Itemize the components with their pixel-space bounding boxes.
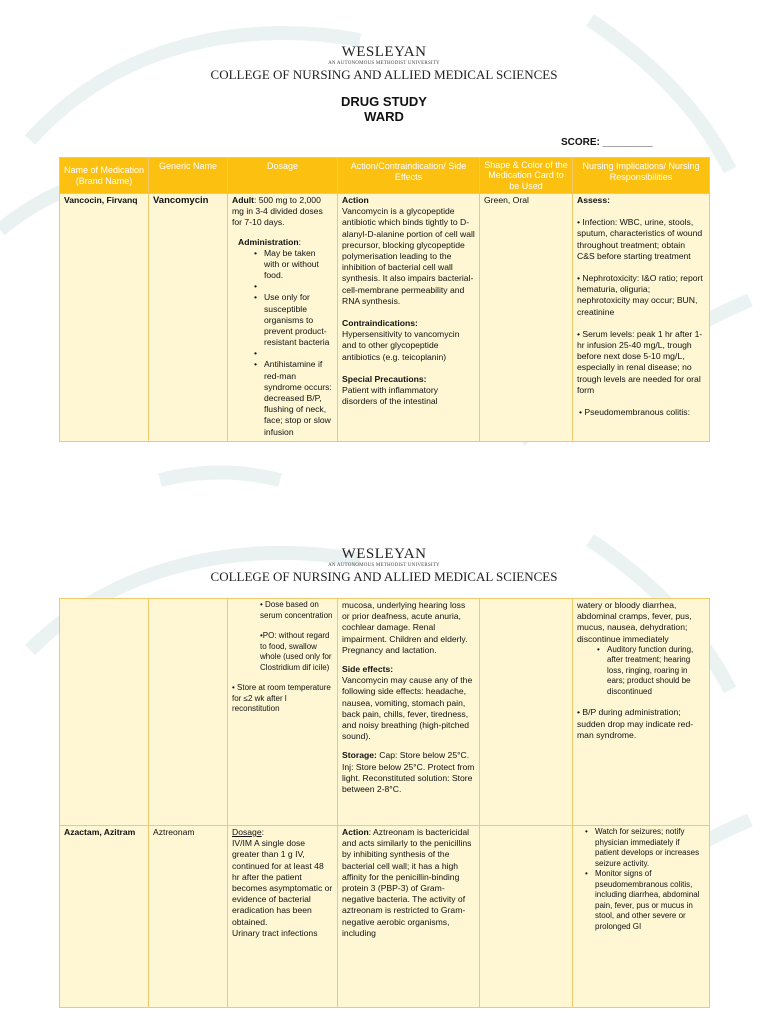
nursing-text: watery or bloody diarrhea, abdominal cramps, fever, pus, mucus, nausea, dehydration; discontinue immediately <box>577 600 692 644</box>
dosage-cell <box>228 599 338 826</box>
col-header-action: Action/Contraindication/ Side Effects <box>338 158 480 194</box>
nursing-cell <box>573 599 710 826</box>
nursing-item: • B/P during administration; sudden drop may indicate red-man syndrome. <box>577 707 694 740</box>
storage-label: Storage: <box>342 750 377 761</box>
nursing-cell <box>573 194 710 442</box>
nursing-item: • Infection: WBC, urine, stools, sputum, characteristics of wound throughout treatment; obtain C&S before starting treatment <box>577 217 703 261</box>
school-name: WESLEYAN <box>341 44 427 60</box>
nursing-list <box>577 827 705 932</box>
nursing-item: • Nephrotoxicity: I&O ratio; report hematuria, oliguria; nephrotoxicity may occur; BUN, creatinine <box>577 273 703 317</box>
brand-name-cell <box>60 599 149 826</box>
precautions-text: Patient with inflammatory disorders of the intestinal <box>342 385 438 407</box>
contraindications-text: Hypersensitivity to vancomycin and to other glycopeptide antibiotics (e.g. teicoplanin) <box>342 329 460 362</box>
dosage-label: Dosage <box>232 827 262 837</box>
dosage-adult-text: : 500 mg to 2,000 mg in 3-4 divided doses for 7-10 days. <box>232 195 323 228</box>
side-effects-text: Vancomycin may cause any of the following side effects: headache, nausea, vomiting, stomach pain, back pain, chills, fever, tiredness, and noisy breathing (high-pitched sound). <box>342 675 473 742</box>
col-header-nursing: Nursing Implications/ Nursing Responsibilities <box>573 158 710 194</box>
shape-color-cell: Green, Oral <box>480 194 573 442</box>
college-name: COLLEGE OF NURSING AND ALLIED MEDICAL SCIENCES <box>210 569 558 584</box>
col-header-shape: Shape & Color of the Medication Card to be Used <box>480 158 573 194</box>
school-subtitle: AN AUTONOMOUS METHODIST UNIVERSITY <box>328 563 440 568</box>
page-header <box>0 44 768 83</box>
action-label: Action <box>342 195 369 205</box>
list-item: • Monitor signs of pseudomembranous colitis, including diarrhea, abdominal pain, fever, pus or mucus in stool, and other severe or prolonged GI <box>595 869 705 932</box>
drug-study-table <box>59 157 710 442</box>
college-name: COLLEGE OF NURSING AND ALLIED MEDICAL SCIENCES <box>210 67 558 82</box>
list-item: • Use only for susceptible organisms to prevent product-resistant bacteria <box>264 292 333 348</box>
page-header <box>0 546 768 585</box>
action-cell <box>338 826 480 1008</box>
title-line-2: WARD <box>364 109 404 124</box>
action-text: mucosa, underlying hearing loss or prior deafness, acute anuria, cochlear damage. Renal impairment. Children and elderly. Pregnancy and lactation. <box>342 600 468 655</box>
col-header-generic: Generic Name <box>149 158 228 194</box>
dosage-text: IV/IM A single dose greater than 1 g IV, continued for at least 48 hr after the patient becomes asymptomatic or evidence of bacterial eradication has been obtained. <box>232 838 333 927</box>
side-effects-label: Side effects: <box>342 664 394 675</box>
document-title <box>0 94 768 124</box>
dosage-adult-label: Adult <box>232 195 254 205</box>
table-row <box>60 826 710 1008</box>
list-item: • Antihistamine if red-man syndrome occurs: decreased B/P, flushing of neck, face; stop or slow infusion <box>264 359 333 437</box>
generic-name-cell <box>149 599 228 826</box>
action-cell <box>338 599 480 826</box>
table-row <box>60 194 710 442</box>
nursing-sub-list <box>577 645 705 698</box>
score-field: SCORE: _________ <box>561 137 653 148</box>
col-header-dosage: Dosage <box>228 158 338 194</box>
list-item: • May be taken with or without food. <box>264 248 333 282</box>
action-label: Action <box>342 827 369 837</box>
action-text: Vancomycin is a glycopeptide antibiotic which binds tightly to D-alanyl-D-alanine portion of cell wall precursor, blocking glycopeptide polymerisation leading to the inhibition of bacterial cell wall synthesis. It also impairs bacterial-cell-membrane permeability and RNA synthesis. <box>342 206 475 306</box>
precautions-label: Special Precautions: <box>342 373 427 384</box>
shape-color-cell <box>480 826 573 1008</box>
dosage-text-2: Urinary tract infections <box>232 927 318 938</box>
administration-label: Administration <box>238 236 299 247</box>
title-line-1: DRUG STUDY <box>341 94 427 109</box>
contraindications-label: Contraindications: <box>342 318 418 329</box>
drug-study-table-continued <box>59 598 710 1008</box>
table-row <box>60 599 710 826</box>
list-item: • Watch for seizures; notify physician immediately if patient develops or increases seizure activity. <box>595 827 705 869</box>
action-text: : Aztreonam is bactericidal and acts similarly to the penicillins by inhibiting synthesis of the bacterial cell wall; it has a high affinity for the penicillin-binding protein 3 (PBP-3) of Gram-negative bacteria. The activity of aztreonam is restricted to Gram-negative aerobic organisms, including <box>342 827 472 938</box>
nursing-item: • Serum levels: peak 1 hr after 1-hr infusion 25-40 mg/L, trough before next dose 5-10 mg/L, especially in renal disease; no trough levels are needed for oral form <box>577 328 703 395</box>
storage-text: Cap: Store below 25°C. Inj: Store below 25°C. Protect from light. Reconstituted solution: Store between 2-8°C. <box>342 750 475 795</box>
school-name: WESLEYAN <box>341 546 427 562</box>
brand-name-cell: Azactam, Azitram <box>60 826 149 1008</box>
list-item: • Auditory function during, after treatment; hearing loss, ringing, roaring in ears; product should be discontinued <box>607 645 705 698</box>
assess-label: Assess: <box>577 195 610 205</box>
action-cell <box>338 194 480 442</box>
dosage-cell: Dosage: IV/IM A single dose greater than 1 g IV, continued for at least 48 hr after the patient becomes asymptomatic or evidence of bacterial eradication has been obtained. Urinary tract infections <box>228 826 338 1008</box>
generic-name-cell: Vancomycin <box>149 194 228 442</box>
administration-list <box>232 248 333 438</box>
document-page-2 <box>0 512 768 1024</box>
school-subtitle: AN AUTONOMOUS METHODIST UNIVERSITY <box>328 61 440 66</box>
table-header-row <box>60 158 710 194</box>
document-page-1 <box>0 0 768 490</box>
dosage-item: •PO: without regard to food, swallow whole (used only for Clostridium dif icile) <box>260 631 332 672</box>
generic-name-cell: Aztreonam <box>149 826 228 1008</box>
nursing-cell <box>573 826 710 1008</box>
dosage-cell: Adult: 500 mg to 2,000 mg in 3-4 divided doses for 7-10 days. Administration: • May be taken with or without food. • • Use only for susceptible organisms to prevent product-resistant bacteria • • Antihistamine if red-man syndrome occurs: decreased B/P, flushing of neck, face; stop or slow infusion <box>228 194 338 442</box>
dosage-item: • Store at room temperature for ≤2 wk after l reconstitution <box>232 683 331 713</box>
col-header-brand: Name of Medication (Brand Name) <box>60 158 149 194</box>
shape-color-cell <box>480 599 573 826</box>
dosage-item: • Dose based on serum concentration <box>260 600 333 620</box>
nursing-item: • Pseudomembranous colitis: <box>579 407 690 418</box>
brand-name-cell: Vancocin, Firvanq <box>60 194 149 442</box>
